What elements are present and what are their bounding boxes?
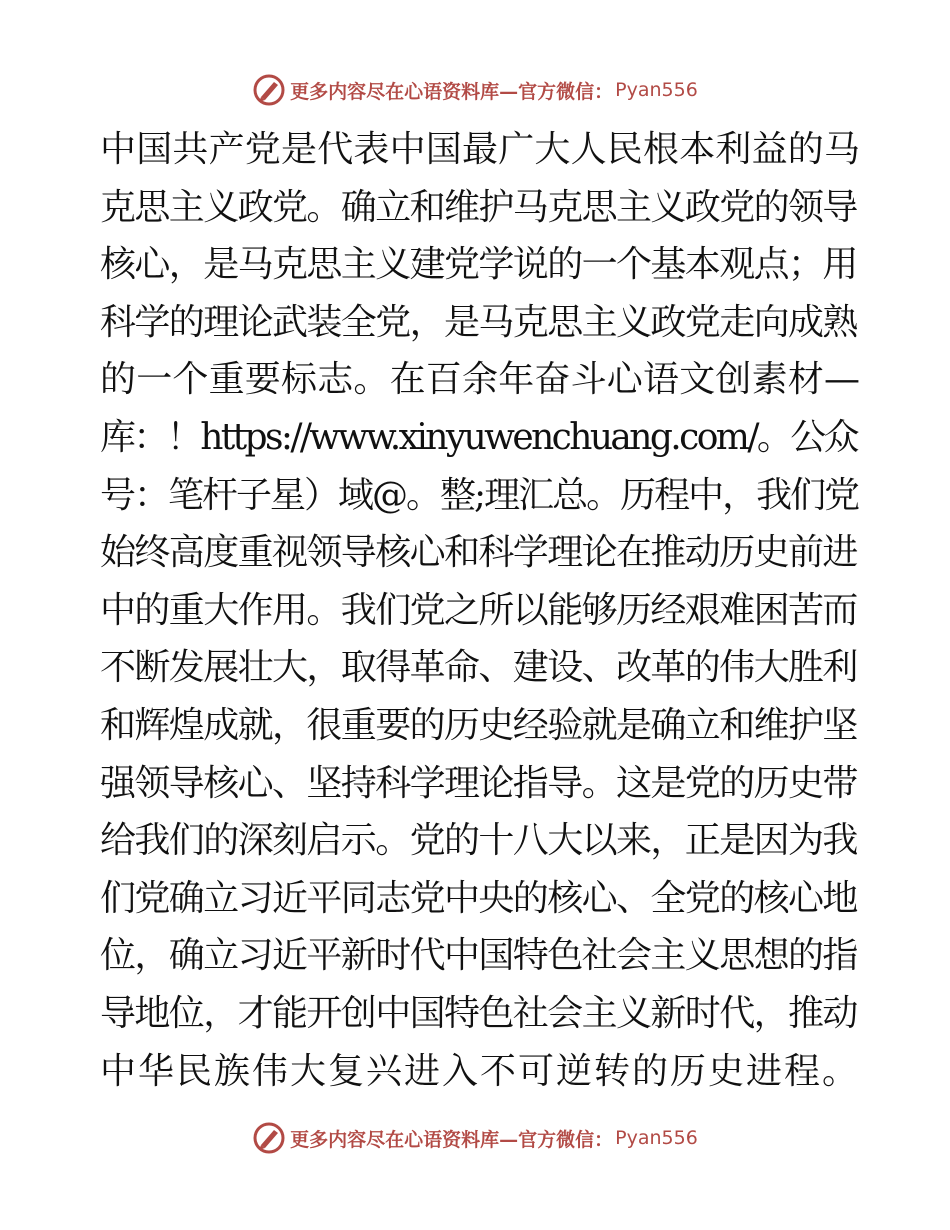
body-line: 中的重大作用。我们党之所以能够历经艰难困苦而: [100, 589, 857, 631]
body-line: 给我们的深刻启示。党的十八大以来，正是因为我: [100, 820, 857, 862]
body-line: 始终高度重视领导核心和科学理论在推动历史前进: [100, 532, 857, 574]
body-line: 和辉煌成就，很重要的历史经验就是确立和维护坚: [100, 704, 857, 746]
body-line: 核心，是马克思主义建党学说的一个基本观点；用: [100, 244, 857, 286]
body-line: 不断发展壮大，取得革命、建设、改革的伟大胜利: [100, 647, 857, 689]
body-line: 中国共产党是代表中国最广大人民根本利益的马: [100, 129, 861, 170]
body-line: 导地位，才能开创中国特色社会主义新时代，推动: [100, 992, 857, 1034]
body-line: 位，确立习近平新时代中国特色社会主义思想的指: [100, 935, 857, 977]
header-banner-text: 更多内容尽在心语资料库—官方微信：: [290, 80, 614, 103]
body-line: 们党确立习近平同志党中央的核心、全党的核心地: [100, 877, 857, 919]
document-body: [100, 121, 860, 1100]
body-line: 号：笔杆子星）域@。整;理汇总。历程中，我们党: [100, 474, 859, 516]
body-line: 强领导核心、坚持科学理论指导。这是党的历史带: [100, 762, 857, 804]
pen-logo-icon: [252, 1121, 286, 1155]
header-watermark-banner: [0, 70, 950, 110]
footer-banner-wechat-id: Pyan556: [615, 1127, 698, 1149]
body-line: 的一个重要标志。在百余年奋斗心语文创素材—: [100, 359, 861, 401]
footer-watermark-banner: [0, 1118, 950, 1158]
pen-logo-icon: [252, 73, 286, 107]
footer-banner-text: 更多内容尽在心语资料库—官方微信：: [290, 1128, 614, 1151]
body-line: 中华民族伟大复兴进入不可逆转的历史进程。: [100, 1050, 861, 1092]
body-line: 克思主义政党。确立和维护马克思主义政党的领导: [100, 186, 857, 228]
body-line: 库：！https://www.xinyuwenchuang.com/。公众: [100, 416, 858, 458]
body-line: 科学的理论武装全党，是马克思主义政党走向成熟: [100, 301, 857, 343]
header-banner-wechat-id: Pyan556: [615, 79, 698, 101]
